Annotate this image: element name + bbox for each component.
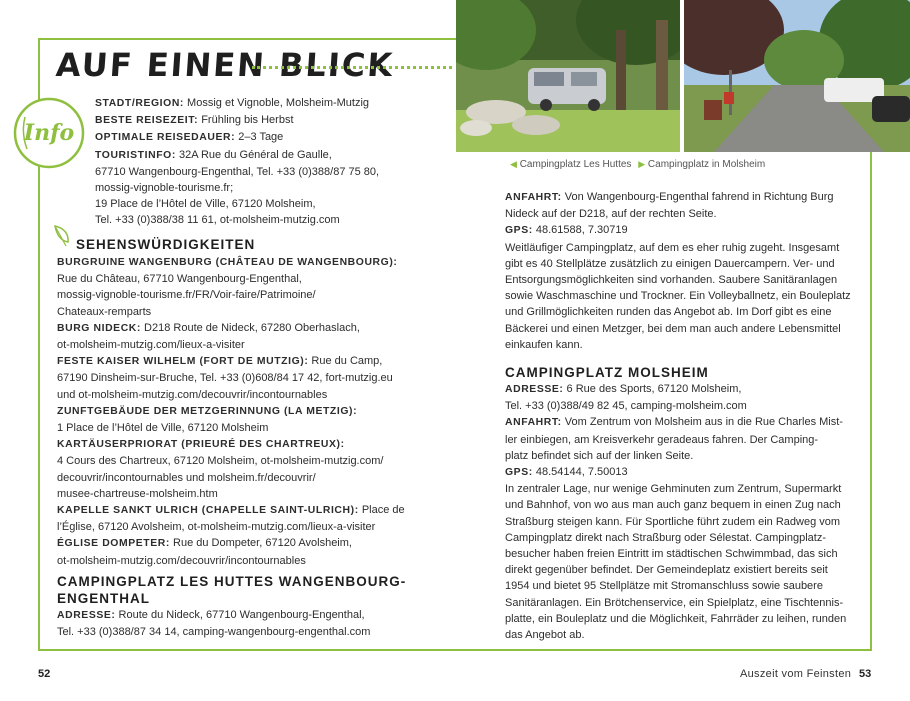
touristinfo-line: 19 Place de l’Hôtel de Ville, 67120 Molsheim, bbox=[95, 198, 316, 211]
info-badge-icon bbox=[11, 95, 87, 171]
touristinfo-line: mossig-vignoble-tourisme.fr; bbox=[95, 182, 234, 195]
photo-captions: ◀ Campingplatz Les Huttes ▶ Campingplatz in Molsheim bbox=[510, 159, 766, 170]
sight-line: mossig-vignoble-tourisme.fr/FR/Voir-faire/Patrimoine/ bbox=[57, 289, 316, 302]
sight-line: 4 Cours des Chartreux, 67120 Molsheim, ot-molsheim-mutzig.com/ bbox=[57, 455, 384, 468]
sight-line: l’Église, 67120 Avolsheim, ot-molsheim-mutzig.com/lieux-a-visiter bbox=[57, 521, 376, 534]
sight-line: 1 Place de l’Hôtel de Ville, 67120 Molsheim bbox=[57, 422, 269, 435]
sight-line: decouvrir/incontournables und molsheim.fr/decouvrir/ bbox=[57, 471, 316, 484]
touristinfo-line: Tel. +33 (0)388/38 11 61, ot-molsheim-mutzig.com bbox=[95, 214, 340, 227]
frame-line-bottom bbox=[38, 649, 872, 651]
camp1-address: ADRESSE: Route du Nideck, 67710 Wangenbourg-Engenthal, Tel. +33 (0)388/87 34 14, camping-wangenbourg-engenthal.com bbox=[57, 609, 371, 639]
sight-label: FESTE KAISER WILHELM (FORT DE MUTZIG): Rue du Camp, bbox=[57, 355, 383, 368]
sights-heading: SEHENSWÜRDIGKEITEN bbox=[76, 237, 256, 252]
sight-label: BURGRUINE WANGENBURG (CHÂTEAU DE WANGENBOURG): bbox=[57, 257, 398, 268]
running-title: Auszeit vom Feinsten bbox=[740, 668, 852, 680]
sight-line: ot-molsheim-mutzig.com/decouvrir/incontournables bbox=[57, 554, 306, 567]
caption-right-marker-icon: ▶ bbox=[638, 159, 646, 169]
sight-label: KAPELLE SANKT ULRICH (CHAPELLE SAINT-ULRICH): Place de bbox=[57, 504, 405, 517]
frame-line-right bbox=[870, 152, 872, 651]
overview-block bbox=[95, 95, 435, 229]
info-badge-label: Info bbox=[23, 120, 75, 146]
sight-line: Rue du Château, 67710 Wangenbourg-Engenthal, bbox=[57, 273, 302, 286]
camp2-details: ADRESSE: 6 Rue des Sports, 67120 Molsheim, Tel. +33 (0)388/49 82 45, camping-molsheim.com ANFAHRT: Vom Zentrum von Molsheim aus in die Rue Charles Mist- ler einbiegen, am Kreisverkehr geradeaus fahren. Der Camping- platz befindet sich auf der linken Seite. GPS: 48.54144, 7.50013 In zentraler Lage, nur wenige Gehminuten zum Zentrum, Supermarkt und Bahnhof, von wo aus man auch ganz bequem in einen Zug nach Straßburg steigen kann. Für Sportliche führt zudem ein Radweg vom Campingplatz direkt nach Straßburg oder Sélestat. Campingplatz- besucher haben freien Eintritt im städtischen Schwimmbad, das sich direkt gegenüber befindet. Der Gemeindeplatz existiert bereits seit 1954 und bietet 95 Stellplätze mit Stromanschluss sowie saubere Sanitäranlagen. Ein Brötchenservice, ein Spielplatz, eine Tischtennis- platte, ein Bouleplatz und die Möglichkeit, Fahrräder zu leihen, runden das Angebot ab. bbox=[505, 383, 847, 642]
sight-line: 67190 Dinsheim-sur-Bruche, Tel. +33 (0)608/84 17 42, fort-mutzig.eu bbox=[57, 372, 393, 385]
sights-list bbox=[57, 254, 417, 569]
frame-line-top bbox=[38, 38, 456, 40]
sight-label: KARTÄUSERPRIORAT (PRIEURÉ DES CHARTREUX): bbox=[57, 439, 345, 451]
sight-line: und ot-molsheim-mutzig.com/decouvrir/incontournables bbox=[57, 388, 328, 401]
sight-line: ot-molsheim-mutzig.com/lieux-a-visiter bbox=[57, 339, 245, 352]
camp1-details: ANFAHRT: Von Wangenbourg-Engenthal fahrend in Richtung Burg Nideck auf der D218, auf der rechten Seite. GPS: 48.61588, 7.30719 Weitläufiger Campingplatz, auf dem es eher ruhig zugeht. Insgesamt gibt es 40 Stellplätze zusätzlich zu einigen Dauercampern. Ver- und Entsorgungsmöglichkeiten sind vorhanden. Saubere Sanitäranlagen sowie Waschmaschine und Trockner. Ein Volleyballnetz, ein Bouleplatz und Grillmöglichkeiten runden das Angebot ab. Im Dorf gibt es eine Bäckerei und einen Metzger, bei dem man auch andere Lebensmittel einkaufen kann. bbox=[505, 191, 851, 351]
photo-campingplatz-molsheim bbox=[684, 0, 910, 152]
page-number-right: 53 bbox=[859, 668, 872, 680]
page-title: AUF EINEN BLICK bbox=[54, 46, 396, 84]
sight-label: BURG NIDECK: D218 Route de Nideck, 67280 Oberhaslach, bbox=[57, 321, 360, 334]
camp2-heading: CAMPINGPLATZ MOLSHEIM bbox=[505, 365, 709, 380]
leaf-icon bbox=[52, 224, 72, 250]
sight-line: musee-chartreuse-molsheim.htm bbox=[57, 487, 218, 500]
touristinfo-line: 67710 Wangenbourg-Engenthal, Tel. +33 (0)388/87 75 80, bbox=[95, 165, 380, 178]
sight-line: Chateaux-remparts bbox=[57, 305, 152, 318]
overview-line: STADT/REGION: Mossig et Vignoble, Molsheim-Mutzig bbox=[95, 97, 370, 109]
overview-line: TOURISTINFO: 32A Rue du Général de Gaulle, bbox=[95, 148, 332, 161]
sight-label: ÉGLISE DOMPETER: Rue du Dompeter, 67120 Avolsheim, bbox=[57, 537, 352, 550]
title-dotted-rule bbox=[252, 66, 452, 72]
caption-left-marker-icon: ◀ bbox=[510, 159, 517, 169]
overview-line: BESTE REISEZEIT: Frühling bis Herbst bbox=[95, 114, 294, 127]
overview-line: OPTIMALE REISEDAUER: 2–3 Tage bbox=[95, 131, 284, 144]
camp1-heading: CAMPINGPLATZ LES HUTTES WANGENBOURG- ENGENTHAL bbox=[57, 574, 407, 606]
photo-campingplatz-les-huttes bbox=[456, 0, 680, 152]
sight-label: ZUNFTGEBÄUDE DER METZGERINNUNG (LA METZIG): bbox=[57, 405, 358, 417]
page-number-left: 52 bbox=[38, 668, 51, 680]
